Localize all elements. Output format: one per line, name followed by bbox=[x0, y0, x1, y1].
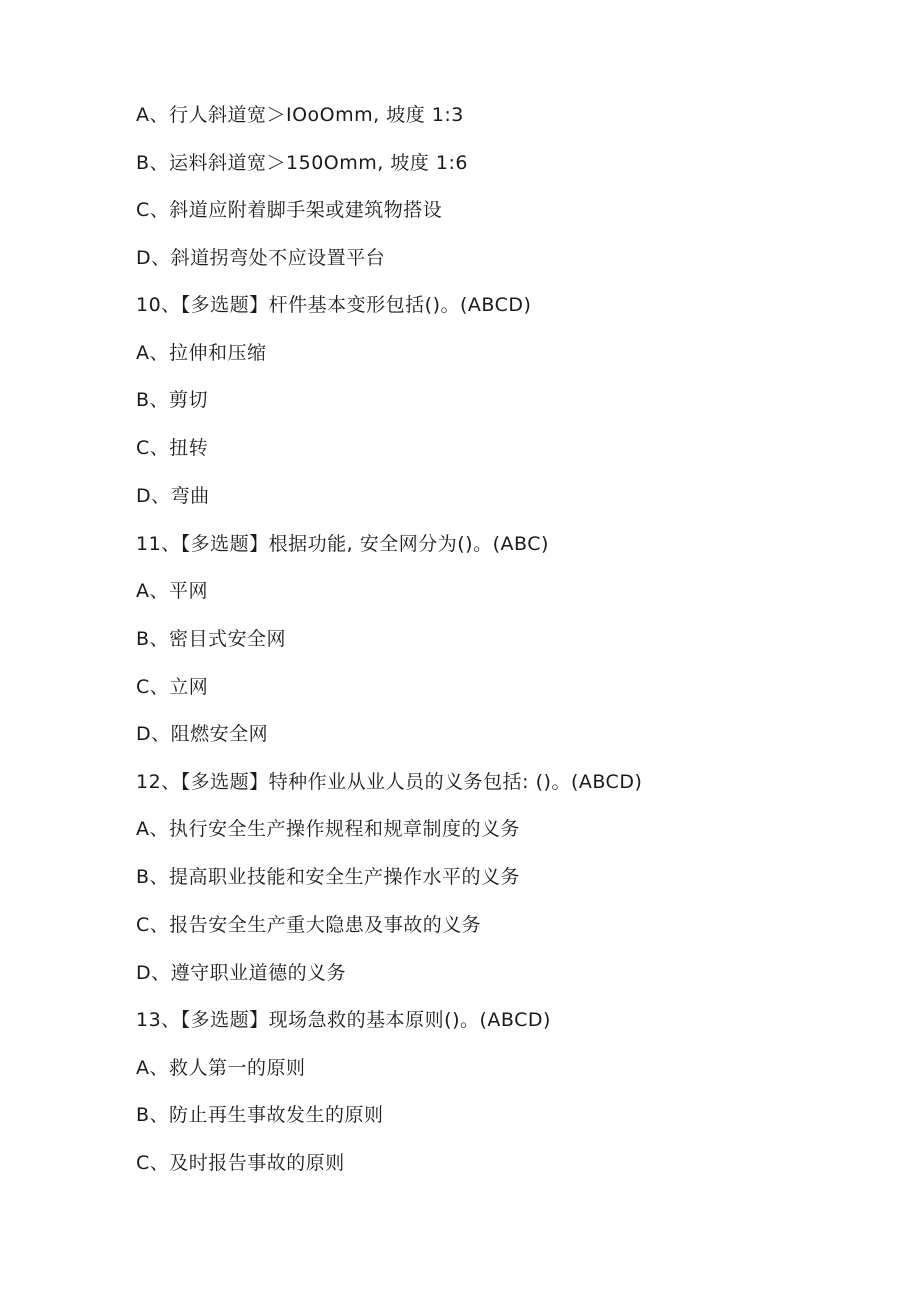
option-c-q9: C、斜道应附着脚手架或建筑物搭设 bbox=[136, 199, 443, 221]
option-c-q11: C、立网 bbox=[136, 676, 209, 698]
option-a-q9: A、行人斜道宽＞IOoOmm, 坡度 1:3 bbox=[136, 104, 464, 126]
question-13: 13、【多选题】现场急救的基本原则()。(ABCD) bbox=[136, 1009, 551, 1031]
option-d-q9: D、斜道拐弯处不应设置平台 bbox=[136, 247, 386, 269]
option-c-q13: C、及时报告事故的原则 bbox=[136, 1152, 345, 1174]
option-d-q11: D、阻燃安全网 bbox=[136, 723, 269, 745]
question-11: 11、【多选题】根据功能, 安全网分为()。(ABC) bbox=[136, 533, 549, 555]
option-b-q9: B、运料斜道宽＞150Omm, 坡度 1:6 bbox=[136, 152, 468, 174]
option-d-q12: D、遵守职业道德的义务 bbox=[136, 962, 347, 984]
option-b-q10: B、剪切 bbox=[136, 389, 209, 411]
option-c-q12: C、报告安全生产重大隐患及事故的义务 bbox=[136, 914, 482, 936]
option-a-q12: A、执行安全生产操作规程和规章制度的义务 bbox=[136, 818, 520, 840]
option-d-q10: D、弯曲 bbox=[136, 485, 210, 507]
option-a-q13: A、救人第一的原则 bbox=[136, 1057, 306, 1079]
question-10: 10、【多选题】杆件基本变形包括()。(ABCD) bbox=[136, 294, 532, 316]
option-c-q10: C、扭转 bbox=[136, 437, 209, 459]
option-a-q10: A、拉伸和压缩 bbox=[136, 342, 267, 364]
option-b-q13: B、防止再生事故发生的原则 bbox=[136, 1104, 384, 1126]
option-b-q12: B、提高职业技能和安全生产操作水平的义务 bbox=[136, 866, 521, 888]
option-b-q11: B、密目式安全网 bbox=[136, 628, 287, 650]
question-12: 12、【多选题】特种作业从业人员的义务包括: ()。(ABCD) bbox=[136, 771, 643, 793]
option-a-q11: A、平网 bbox=[136, 580, 208, 602]
